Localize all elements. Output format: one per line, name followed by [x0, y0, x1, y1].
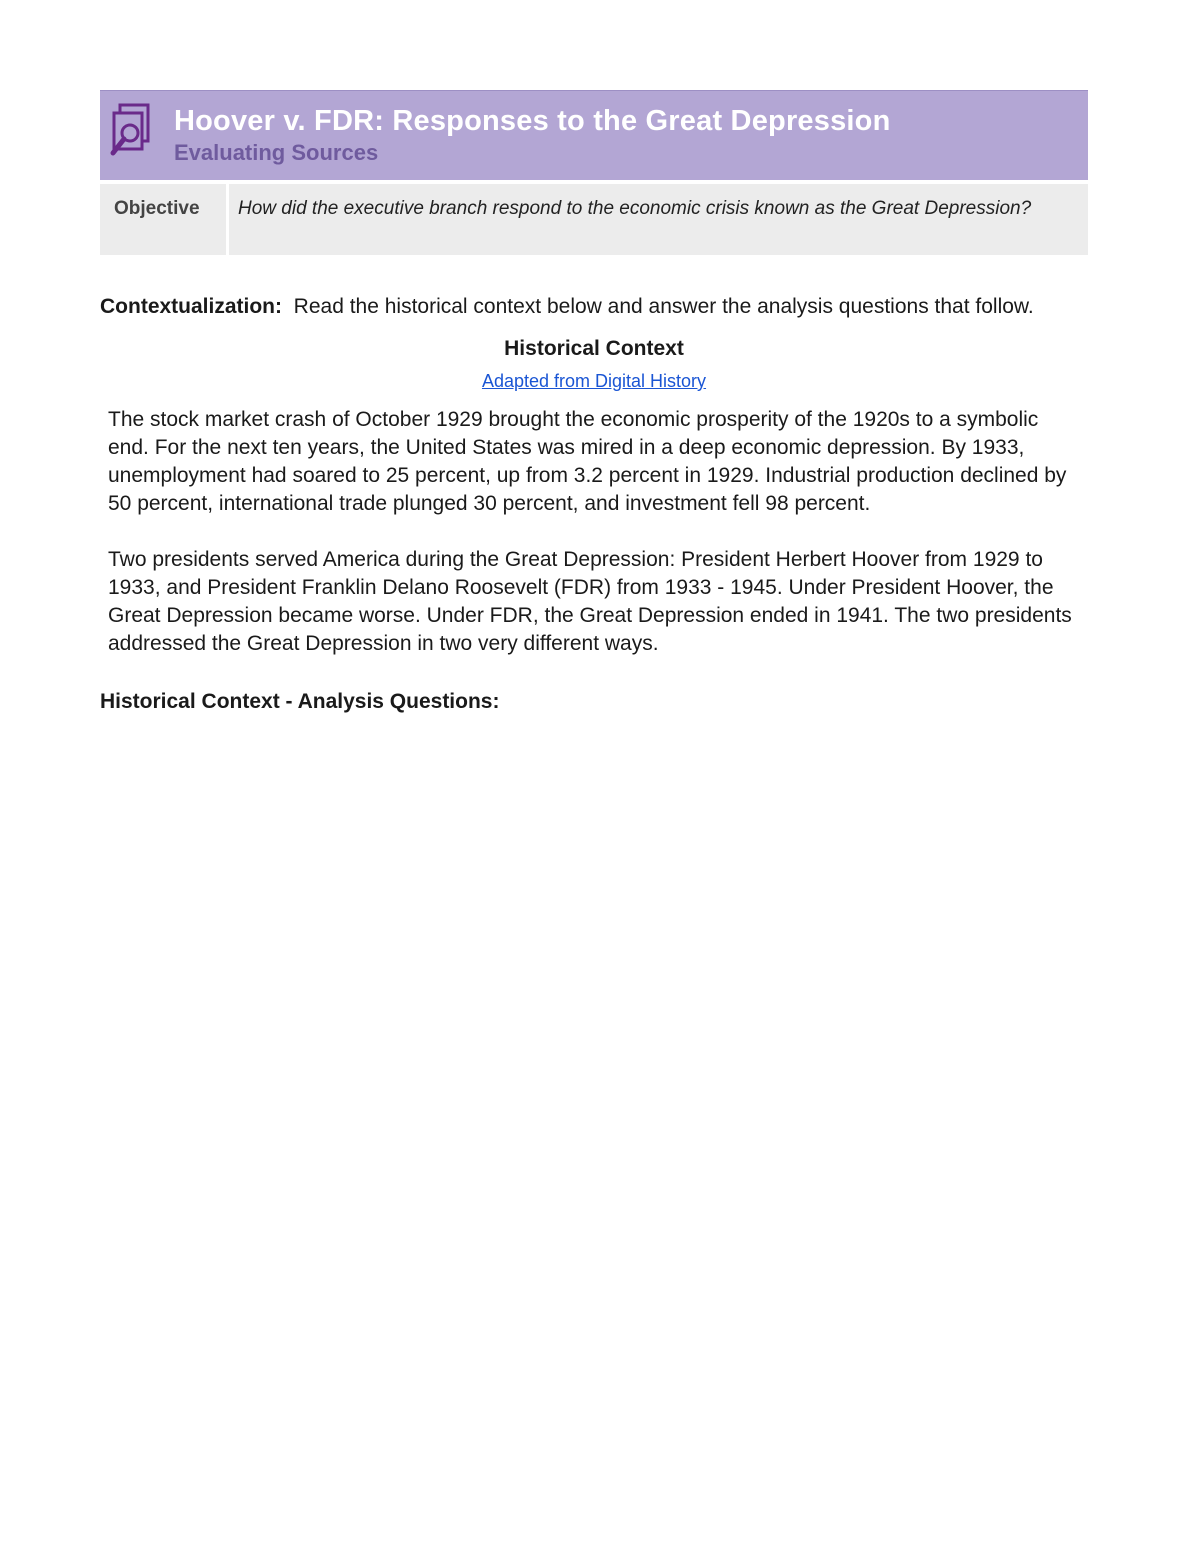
objective-label: Objective [100, 184, 226, 255]
source-link[interactable]: Adapted from Digital History [481, 371, 707, 391]
objective-row [100, 184, 1088, 255]
page-subtitle: Evaluating Sources [174, 140, 379, 165]
context-paragraph-1: The stock market crash of October 1929 brought the economic prosperity of the 1920s to a symbolic end. For the next ten years, the United States was mired in a deep economic depression. By 1933, unemployment had soared to 25 percent, up from 3.2 percent in 1929. Industrial production declined by 50 percent, international trade plunged 30 percent, and investment fell 98 percent. [108, 408, 1067, 515]
worksheet-page [100, 90, 1088, 714]
source-link-container [100, 371, 1088, 392]
objective-text: How did the executive branch respond to the economic crisis known as the Great Depression? [229, 184, 1088, 255]
contextualization-text: Read the historical context below and answer the analysis questions that follow. [293, 295, 1034, 318]
analysis-questions-heading: Historical Context - Analysis Questions: [100, 690, 500, 713]
context-paragraph-2: Two presidents served America during the Great Depression: President Herbert Hoover from 1929 to 1933, and President Franklin Delano Roosevelt (FDR) from 1933 - 1945. Under President Hoover, the Great Depression became worse. Under FDR, the Great Depression ended in 1941. The two presidents addressed the Great Depression in two very different ways. [108, 548, 1072, 655]
header-titles [174, 105, 891, 166]
header-banner [100, 90, 1088, 180]
magnifying-glass-document-icon [108, 103, 152, 159]
page-title: Hoover v. FDR: Responses to the Great Depression [174, 105, 891, 137]
historical-context-heading: Historical Context [504, 337, 684, 360]
contextualization-instructions [100, 291, 1088, 323]
contextualization-label: Contextualization: [100, 295, 282, 318]
